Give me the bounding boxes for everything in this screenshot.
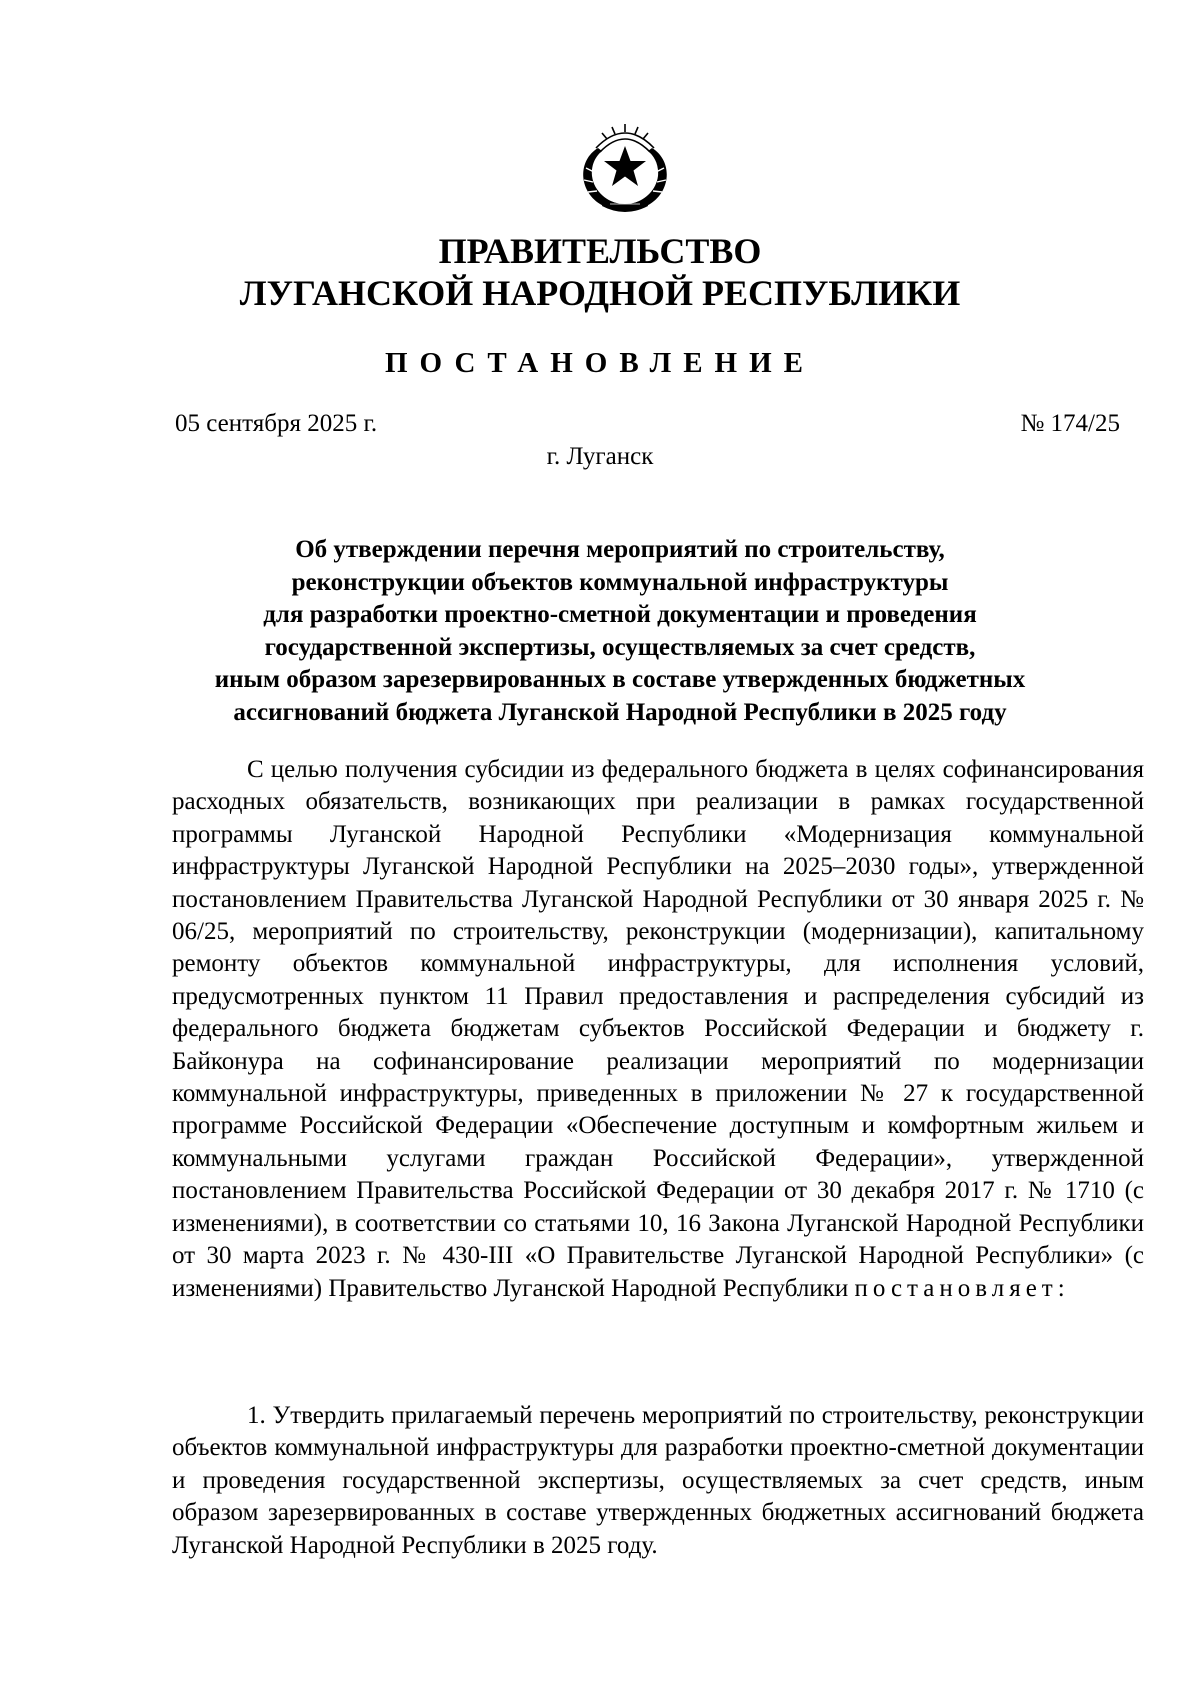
document-title-line: для разработки проектно-сметной документации и проведения: [263, 601, 977, 629]
coat-of-arms-emblem-icon: [570, 118, 680, 216]
preamble-paragraph: [172, 754, 1144, 1305]
document-type: ПОСТАНОВЛЕНИЕ: [384, 347, 815, 379]
government-name-line1: ПРАВИТЕЛЬСТВО: [438, 231, 762, 271]
clause-1-paragraph: 1. Утвердить прилагаемый перечень мероприятий по строительству, реконструкции объектов коммунальной инфраструктуры для разработки проектно-сметной документации и проведения государственной экспертизы, осуществляемых за счет средств, иным образом зарезервированных в составе утвержденных бюджетных ассигнований бюджета Луганской Народной Республики в 2025 году.: [172, 1402, 1144, 1559]
document-title-line: реконструкции объектов коммунальной инфраструктуры: [291, 568, 949, 596]
document-date: 05 сентября 2025 г.: [175, 410, 378, 437]
resolves-word: постановляет:: [854, 1274, 1070, 1302]
document-city: г. Луганск: [546, 443, 654, 470]
document-title: [150, 534, 1090, 730]
government-name-line2: ЛУГАНСКОЙ НАРОДНОЙ РЕСПУБЛИКИ: [239, 273, 961, 313]
document-title-line: ассигнований бюджета Луганской Народной Республики в 2025 году: [233, 698, 1007, 726]
document-title-line: Об утверждении перечня мероприятий по строительству,: [295, 536, 945, 563]
document-title-line: иным образом зарезервированных в составе утвержденных бюджетных: [214, 666, 1026, 694]
preamble-text: С целью получения субсидии из федерального бюджета в целях софинансирования расходных обязательств, возникающих при реализации в рамках государственной программы Луганской Народной Республики «Модернизация коммунальной инфраструктуры Луганской Народной Республики на 2025–2030 годы», утвержденной постановлением Правительства Луганской Народной Республики от 30 января 2025 г. № 06/25, мероприятий по строительству, реконструкции (модернизации), капитальному ремонту объектов коммунальной инфраструктуры, для исполнения условий, предусмотренных пунктом 11 Правил предоставления и распределения субсидий из федерального бюджета бюджетам субъектов Российской Федерации и бюджету г. Байконура на софинансирование реализации мероприятий по модернизации коммунальной инфраструктуры, приведенных в приложении № 27 к государственной программе Российской Федерации «Обеспечение доступным и комфортным жильем и коммунальными услугами граждан Российской Федерации», утвержденной постановлением Правительства Российской Федерации от 30 декабря 2017 г. № 1710 (с изменениями), в соответствии со статьями 10, 16 Закона Луганской Народной Республики от 30 марта 2023 г. № 430-III «О Правительстве Луганской Народной Республики» (с изменениями) Правительство Луганской Народной Республики: [172, 756, 1144, 1302]
document-title-line: государственной экспертизы, осуществляемых за счет средств,: [264, 633, 976, 661]
document-number: № 174/25: [1020, 410, 1120, 437]
